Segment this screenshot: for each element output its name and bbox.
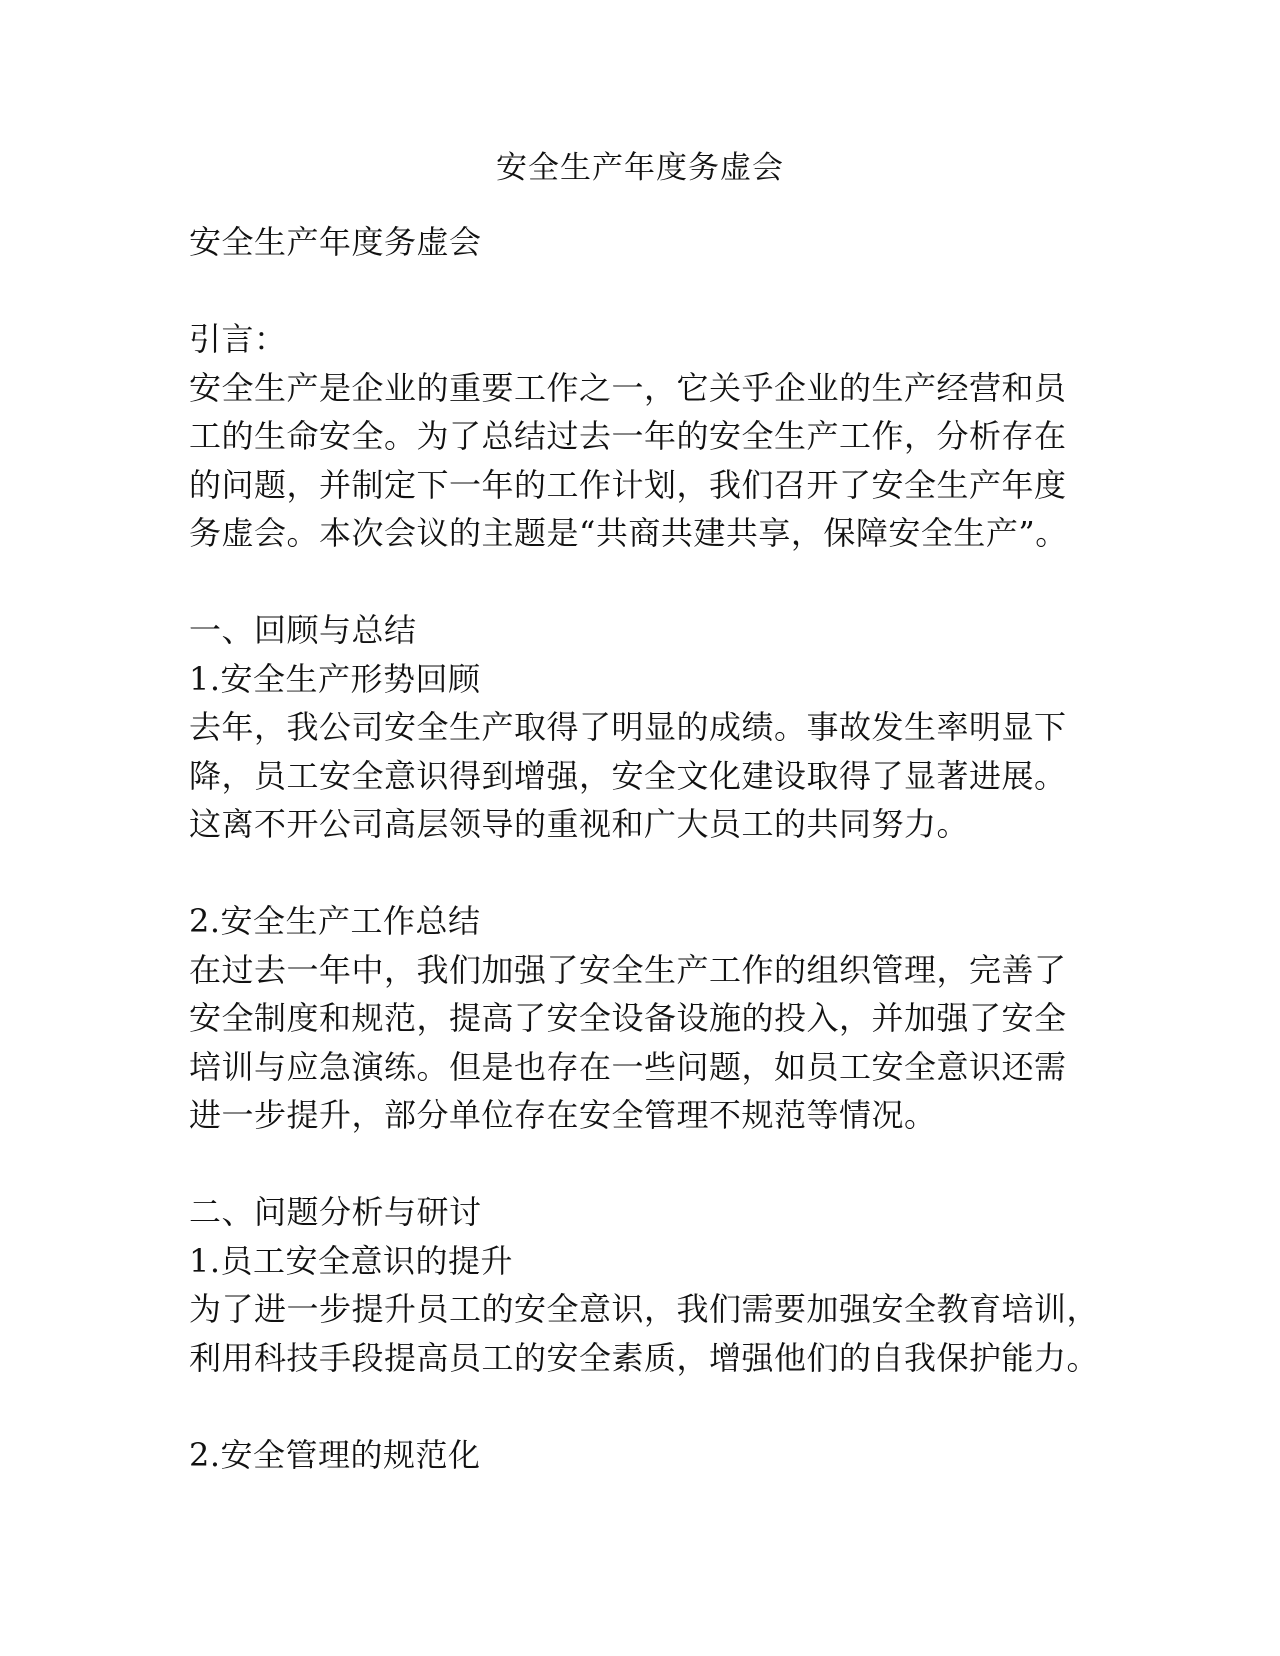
paragraph-line: 安全生产是企业的重要工作之一，它关乎企业的生产经营和员 — [189, 368, 1067, 407]
paragraph-line: 这离不开公司高层领导的重视和广大员工的共同努力。 — [189, 805, 970, 843]
body-paragraph — [189, 1285, 1100, 1382]
document-subtitle: 安全生产年度务虚会 — [189, 223, 482, 261]
paragraph-line: 培训与应急演练。但是也存在一些问题，如员工安全意识还需 — [189, 1047, 1067, 1086]
subsection-heading: 1.员工安全意识的提升 — [189, 1241, 514, 1280]
paragraph-line: 在过去一年中，我们加强了安全生产工作的组织管理，完善了 — [189, 950, 1067, 989]
subsection-heading: 2.安全管理的规范化 — [189, 1435, 481, 1474]
blank-line — [189, 1382, 1094, 1431]
blank-line — [189, 558, 1094, 607]
blank-line — [189, 849, 1094, 898]
document-body — [189, 218, 1100, 1479]
blank-line — [189, 267, 1094, 316]
intro-heading: 引言： — [189, 320, 287, 358]
section-heading: 二、问题分析与研讨 — [189, 1193, 482, 1231]
section-heading: 一、回顾与总结 — [189, 611, 417, 649]
paragraph-line: 利用科技手段提高员工的安全素质，增强他们的自我保护能力。 — [189, 1338, 1100, 1377]
subsection-heading: 2.安全生产工作总结 — [189, 902, 481, 940]
paragraph-line: 工的生命安全。为了总结过去一年的安全生产工作，分析存在 — [189, 417, 1067, 455]
body-paragraph — [189, 946, 1094, 1140]
document-title: 安全生产年度务虚会 — [496, 150, 784, 186]
body-paragraph — [189, 703, 1094, 849]
paragraph-line: 安全制度和规范，提高了安全设备设施的投入，并加强了安全 — [189, 999, 1067, 1037]
subsection-heading: 1.安全生产形势回顾 — [189, 659, 481, 698]
paragraph-line: 的问题，并制定下一年的工作计划，我们召开了安全生产年度 — [189, 465, 1067, 504]
paragraph-line: 降，员工安全意识得到增强，安全文化建设取得了显著进展。 — [189, 756, 1067, 795]
blank-line — [189, 1140, 1094, 1189]
intro-paragraph — [189, 364, 1094, 558]
paragraph-line: 进一步提升，部分单位存在安全管理不规范等情况。 — [189, 1096, 937, 1134]
paragraph-line: 为了进一步提升员工的安全意识，我们需要加强安全教育培训， — [189, 1290, 1100, 1328]
paragraph-line: 去年，我公司安全生产取得了明显的成绩。事故发生率明显下 — [189, 708, 1067, 746]
paragraph-line: 务虚会。本次会议的主题是“共商共建共享，保障安全生产”。 — [189, 514, 1068, 552]
